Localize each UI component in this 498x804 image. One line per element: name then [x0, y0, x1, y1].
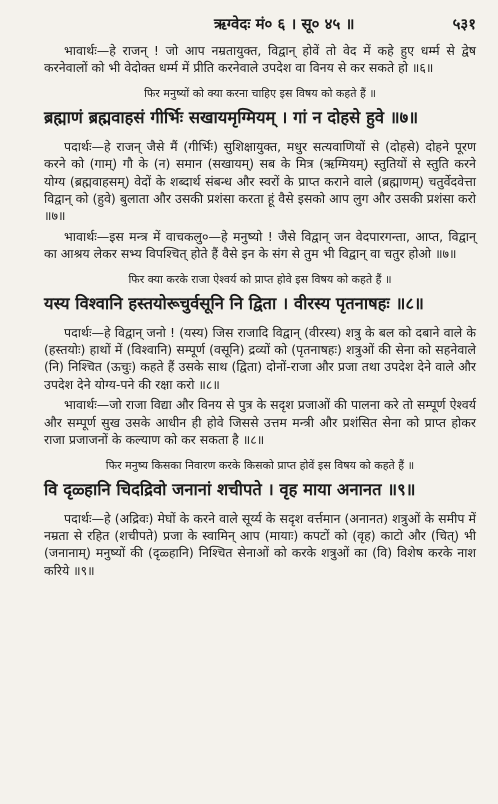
intro-line-7: फिर मनुष्यों को क्या करना चाहिए इस विषय को कहते हैं ॥: [144, 86, 376, 100]
intro-line-8: फिर क्या करके राजा ऐश्वर्य को प्राप्त होवे इस विषय को कहते हैं ॥: [128, 272, 392, 286]
mantra-8: यस्य विश्वानि हस्तयोरूचुर्वसूनि नि द्विता । वीरस्य पृतनाषहः ॥८॥: [44, 293, 424, 313]
page-header: [44, 8, 476, 42]
intro-line-9: फिर मनुष्य किसका निवारण करके किसको प्राप्त होवें इस विषय को कहते हैं ॥: [105, 458, 415, 472]
bhavartha-8: भावार्थः—जो राजा विद्या और विनय से पुत्र के सदृश प्रजाओं की पालना करे तो सम्पूर्ण ऐश्वर्य और सम्पूर्ण सुख उसके आधीन ही होवे जिससे उत्तम मन्त्री और प्रशंसित सेना को प्राप्त होकर राजा प्रजाजनों के कल्याण को कर सकता है ॥८॥: [44, 397, 476, 448]
padartha-9: पदार्थः—हे (अद्रिवः) मेघों के करने वाले सूर्य्य के सदृश वर्त्तमान (अनानत) शत्रुओं के समीप में नम्रता से रहित (शचीपते) प्रजा के स्वामिन् आप (मायाः) कपटों को (वृह) काटो और (चित्) भी (जनानाम्) मनुष्यों की (दृळ्हानि) निश्चित सेनाओं को करके शत्रुओं का (वि) विशेष करके नाश करिये ॥९॥: [44, 510, 476, 578]
padartha-8: पदार्थः—हे विद्वान् जनो ! (यस्य) जिस राजादि विद्वान् (वीरस्य) शत्रु के बल को दबाने वाले के (हस्तयोः) हाथों में (विश्वानि) सम्पूर्ण (वसूनि) द्रव्यों को (पृतनाषहः) शत्रुओं की सेना को सहनेवाले (नि) निश्चित (ऊचुः) कहते हैं उसके साथ (द्विता) दोनों-राजा और प्रजा तथा उपदेश देने वाले और उपदेश देने योग्य-पने की रक्षा करो ॥८॥: [44, 324, 476, 392]
mantra-9: वि दृळ्हानि चिदद्रिवो जनानां शचीपते । वृह माया अनानत ॥९॥: [44, 479, 416, 499]
bhavartha-7: भावार्थः—इस मन्त्र में वाचकलु०—हे मनुष्यो ! जैसे विद्वान् जन वेदपारगन्ता, आप्त, विद्वान् का आश्रय लेकर सभ्य विपश्चित् होते हैं वैसे इन के संग से तुम भी विद्वान् वा चतुर होओ ॥७॥: [44, 228, 476, 262]
page-number: ५३१: [452, 15, 476, 33]
bhavartha-6: भावार्थः—हे राजन् ! जो आप नम्रतायुक्त, विद्वान् होवें तो वेद में कहे हुए धर्म्म से द्वेष करनेवालों को भी वेदोक्त धर्म्म में प्रीति करनेवाले उपदेश वा विनय से कर सकते हो ॥६॥: [44, 43, 476, 76]
mantra-7: ब्रह्माणं ब्रह्मवाहसं गीर्भिः सखायमृग्मियम् । गां न दोहसे हुवे ॥७॥: [44, 107, 419, 127]
running-head: ऋग्वेदः मं० ६ । सू० ४५ ॥: [214, 15, 355, 33]
padartha-7: पदार्थः—हे राजन् जैसे मैं (गीर्भिः) सुशिक्षायुक्त, मधुर सत्यवाणियों से (दोहसे) दोहने पूरण करने को (गाम्) गौ के (न) समान (सखायम्) सब के मित्र (ऋग्मियम्) स्तुतियों से स्तुति करने योग्य (ब्रह्मवाहसम्) वेदों के शब्दार्थ संबन्ध और स्वरों के प्राप्त कराने वाले (ब्रह्माणम्) चतुर्वेदवेत्ता विद्वान् को (हुवे) बुलाता और उसकी प्रशंसा करता हूं वैसे इसको आप लुग और उसकी प्रशंसा करो ॥७॥: [44, 138, 476, 224]
